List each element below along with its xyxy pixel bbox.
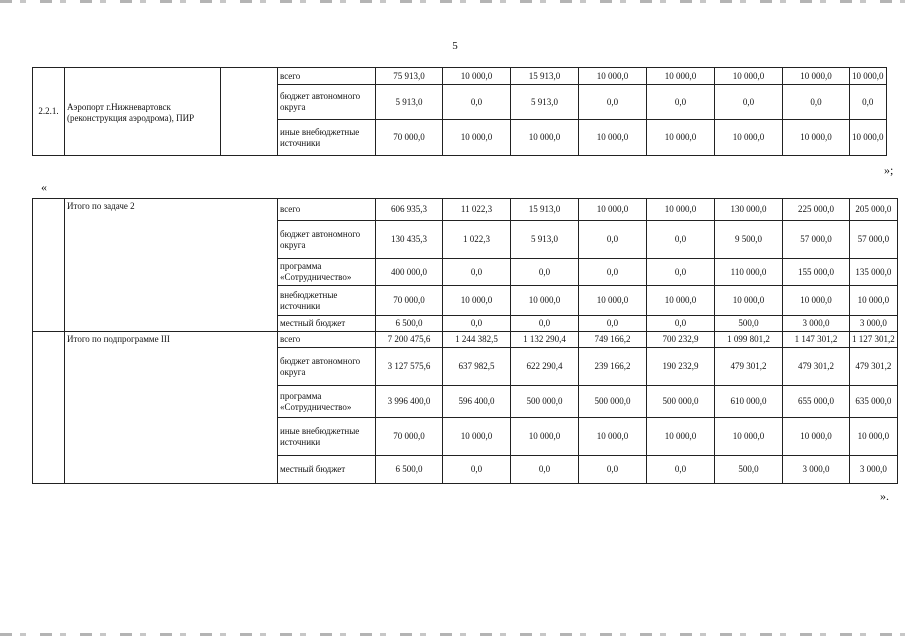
closing-quote: »; bbox=[884, 163, 894, 177]
funding-source-label: всего bbox=[278, 68, 376, 85]
closing-quote-final: ». bbox=[880, 489, 889, 503]
funding-source-label: иные внебюджетные источники bbox=[278, 418, 376, 456]
funding-source-label: бюджет автономного округа bbox=[278, 348, 376, 386]
value-cell: 610 000,0 bbox=[715, 386, 783, 418]
value-cell: 3 000,0 bbox=[850, 316, 898, 332]
value-cell: 500 000,0 bbox=[647, 386, 715, 418]
value-cell: 10 000,0 bbox=[647, 120, 715, 156]
value-cell: 0,0 bbox=[647, 316, 715, 332]
table-row bbox=[33, 68, 887, 85]
value-cell: 10 000,0 bbox=[783, 120, 850, 156]
value-cell: 10 000,0 bbox=[715, 286, 783, 316]
value-cell: 6 500,0 bbox=[376, 456, 443, 484]
value-cell: 10 000,0 bbox=[579, 418, 647, 456]
value-cell: 10 000,0 bbox=[715, 68, 783, 85]
value-cell: 5 913,0 bbox=[376, 85, 443, 120]
value-cell: 10 000,0 bbox=[579, 68, 647, 85]
funding-source-label: программа «Сотрудничество» bbox=[278, 386, 376, 418]
empty-cell bbox=[33, 332, 65, 484]
value-cell: 0,0 bbox=[579, 85, 647, 120]
value-cell: 400 000,0 bbox=[376, 259, 443, 286]
value-cell: 10 000,0 bbox=[511, 418, 579, 456]
opening-quote: « bbox=[41, 180, 47, 194]
value-cell: 10 000,0 bbox=[783, 68, 850, 85]
empty-cell bbox=[221, 68, 278, 156]
value-cell: 0,0 bbox=[850, 85, 887, 120]
value-cell: 10 000,0 bbox=[850, 68, 887, 85]
value-cell: 10 000,0 bbox=[511, 286, 579, 316]
value-cell: 500 000,0 bbox=[511, 386, 579, 418]
value-cell: 6 500,0 bbox=[376, 316, 443, 332]
value-cell: 225 000,0 bbox=[783, 199, 850, 221]
value-cell: 1 244 382,5 bbox=[443, 332, 511, 348]
value-cell: 10 000,0 bbox=[647, 68, 715, 85]
value-cell: 70 000,0 bbox=[376, 120, 443, 156]
funding-source-label: местный бюджет bbox=[278, 316, 376, 332]
value-cell: 635 000,0 bbox=[850, 386, 898, 418]
value-cell: 10 000,0 bbox=[783, 286, 850, 316]
project-code: 2.2.1. bbox=[33, 68, 65, 156]
value-cell: 5 913,0 bbox=[511, 85, 579, 120]
value-cell: 0,0 bbox=[647, 221, 715, 259]
value-cell: 596 400,0 bbox=[443, 386, 511, 418]
funding-source-label: местный бюджет bbox=[278, 456, 376, 484]
value-cell: 655 000,0 bbox=[783, 386, 850, 418]
funding-source-label: программа «Сотрудничество» bbox=[278, 259, 376, 286]
value-cell: 1 132 290,4 bbox=[511, 332, 579, 348]
value-cell: 1 022,3 bbox=[443, 221, 511, 259]
empty-cell bbox=[33, 199, 65, 332]
value-cell: 10 000,0 bbox=[850, 286, 898, 316]
value-cell: 3 996 400,0 bbox=[376, 386, 443, 418]
funding-source-label: бюджет автономного округа bbox=[278, 85, 376, 120]
value-cell: 0,0 bbox=[579, 316, 647, 332]
value-cell: 15 913,0 bbox=[511, 199, 579, 221]
value-cell: 1 127 301,2 bbox=[850, 332, 898, 348]
value-cell: 0,0 bbox=[647, 456, 715, 484]
table-row bbox=[33, 199, 898, 221]
value-cell: 57 000,0 bbox=[783, 221, 850, 259]
value-cell: 10 000,0 bbox=[443, 418, 511, 456]
value-cell: 10 000,0 bbox=[579, 199, 647, 221]
value-cell: 3 000,0 bbox=[783, 316, 850, 332]
value-cell: 3 000,0 bbox=[783, 456, 850, 484]
value-cell: 622 290,4 bbox=[511, 348, 579, 386]
value-cell: 130 000,0 bbox=[715, 199, 783, 221]
value-cell: 0,0 bbox=[511, 259, 579, 286]
value-cell: 57 000,0 bbox=[850, 221, 898, 259]
value-cell: 479 301,2 bbox=[715, 348, 783, 386]
value-cell: 0,0 bbox=[579, 456, 647, 484]
value-cell: 70 000,0 bbox=[376, 286, 443, 316]
value-cell: 0,0 bbox=[647, 85, 715, 120]
scan-edge-top bbox=[0, 0, 905, 3]
value-cell: 700 232,9 bbox=[647, 332, 715, 348]
value-cell: 637 982,5 bbox=[443, 348, 511, 386]
funding-table-project bbox=[32, 67, 887, 156]
value-cell: 11 022,3 bbox=[443, 199, 511, 221]
project-name: Аэропорт г.Нижневартовск (реконструкция аэродрома), ПИР bbox=[65, 68, 221, 156]
value-cell: 0,0 bbox=[579, 221, 647, 259]
funding-source-label: внебюджетные источники bbox=[278, 286, 376, 316]
value-cell: 10 000,0 bbox=[579, 120, 647, 156]
value-cell: 130 435,3 bbox=[376, 221, 443, 259]
value-cell: 70 000,0 bbox=[376, 418, 443, 456]
value-cell: 10 000,0 bbox=[850, 418, 898, 456]
value-cell: 0,0 bbox=[511, 316, 579, 332]
value-cell: 749 166,2 bbox=[579, 332, 647, 348]
value-cell: 0,0 bbox=[443, 259, 511, 286]
funding-source-label: иные внебюджетные источники bbox=[278, 120, 376, 156]
value-cell: 0,0 bbox=[647, 259, 715, 286]
value-cell: 500,0 bbox=[715, 456, 783, 484]
value-cell: 1 099 801,2 bbox=[715, 332, 783, 348]
scan-edge-bottom bbox=[0, 633, 905, 636]
value-cell: 606 935,3 bbox=[376, 199, 443, 221]
value-cell: 0,0 bbox=[715, 85, 783, 120]
value-cell: 500 000,0 bbox=[579, 386, 647, 418]
funding-source-label: всего bbox=[278, 332, 376, 348]
value-cell: 10 000,0 bbox=[511, 120, 579, 156]
value-cell: 10 000,0 bbox=[647, 286, 715, 316]
value-cell: 10 000,0 bbox=[443, 68, 511, 85]
value-cell: 1 147 301,2 bbox=[783, 332, 850, 348]
group-name: Итого по задаче 2 bbox=[65, 199, 278, 332]
value-cell: 9 500,0 bbox=[715, 221, 783, 259]
value-cell: 10 000,0 bbox=[443, 120, 511, 156]
funding-source-label: бюджет автономного округа bbox=[278, 221, 376, 259]
value-cell: 0,0 bbox=[511, 456, 579, 484]
value-cell: 0,0 bbox=[783, 85, 850, 120]
value-cell: 155 000,0 bbox=[783, 259, 850, 286]
value-cell: 0,0 bbox=[579, 259, 647, 286]
value-cell: 0,0 bbox=[443, 456, 511, 484]
value-cell: 0,0 bbox=[443, 85, 511, 120]
funding-table-totals bbox=[32, 198, 898, 484]
value-cell: 239 166,2 bbox=[579, 348, 647, 386]
value-cell: 3 127 575,6 bbox=[376, 348, 443, 386]
group-name: Итого по подпрограмме III bbox=[65, 332, 278, 484]
value-cell: 479 301,2 bbox=[783, 348, 850, 386]
table-row bbox=[33, 332, 898, 348]
value-cell: 5 913,0 bbox=[511, 221, 579, 259]
value-cell: 10 000,0 bbox=[647, 418, 715, 456]
value-cell: 3 000,0 bbox=[850, 456, 898, 484]
value-cell: 10 000,0 bbox=[443, 286, 511, 316]
value-cell: 15 913,0 bbox=[511, 68, 579, 85]
value-cell: 10 000,0 bbox=[715, 120, 783, 156]
value-cell: 10 000,0 bbox=[647, 199, 715, 221]
value-cell: 7 200 475,6 bbox=[376, 332, 443, 348]
value-cell: 10 000,0 bbox=[715, 418, 783, 456]
value-cell: 205 000,0 bbox=[850, 199, 898, 221]
value-cell: 110 000,0 bbox=[715, 259, 783, 286]
value-cell: 500,0 bbox=[715, 316, 783, 332]
value-cell: 190 232,9 bbox=[647, 348, 715, 386]
funding-source-label: всего bbox=[278, 199, 376, 221]
value-cell: 75 913,0 bbox=[376, 68, 443, 85]
value-cell: 135 000,0 bbox=[850, 259, 898, 286]
value-cell: 479 301,2 bbox=[850, 348, 898, 386]
value-cell: 10 000,0 bbox=[579, 286, 647, 316]
value-cell: 0,0 bbox=[443, 316, 511, 332]
value-cell: 10 000,0 bbox=[783, 418, 850, 456]
page-number: 5 bbox=[452, 40, 458, 52]
value-cell: 10 000,0 bbox=[850, 120, 887, 156]
